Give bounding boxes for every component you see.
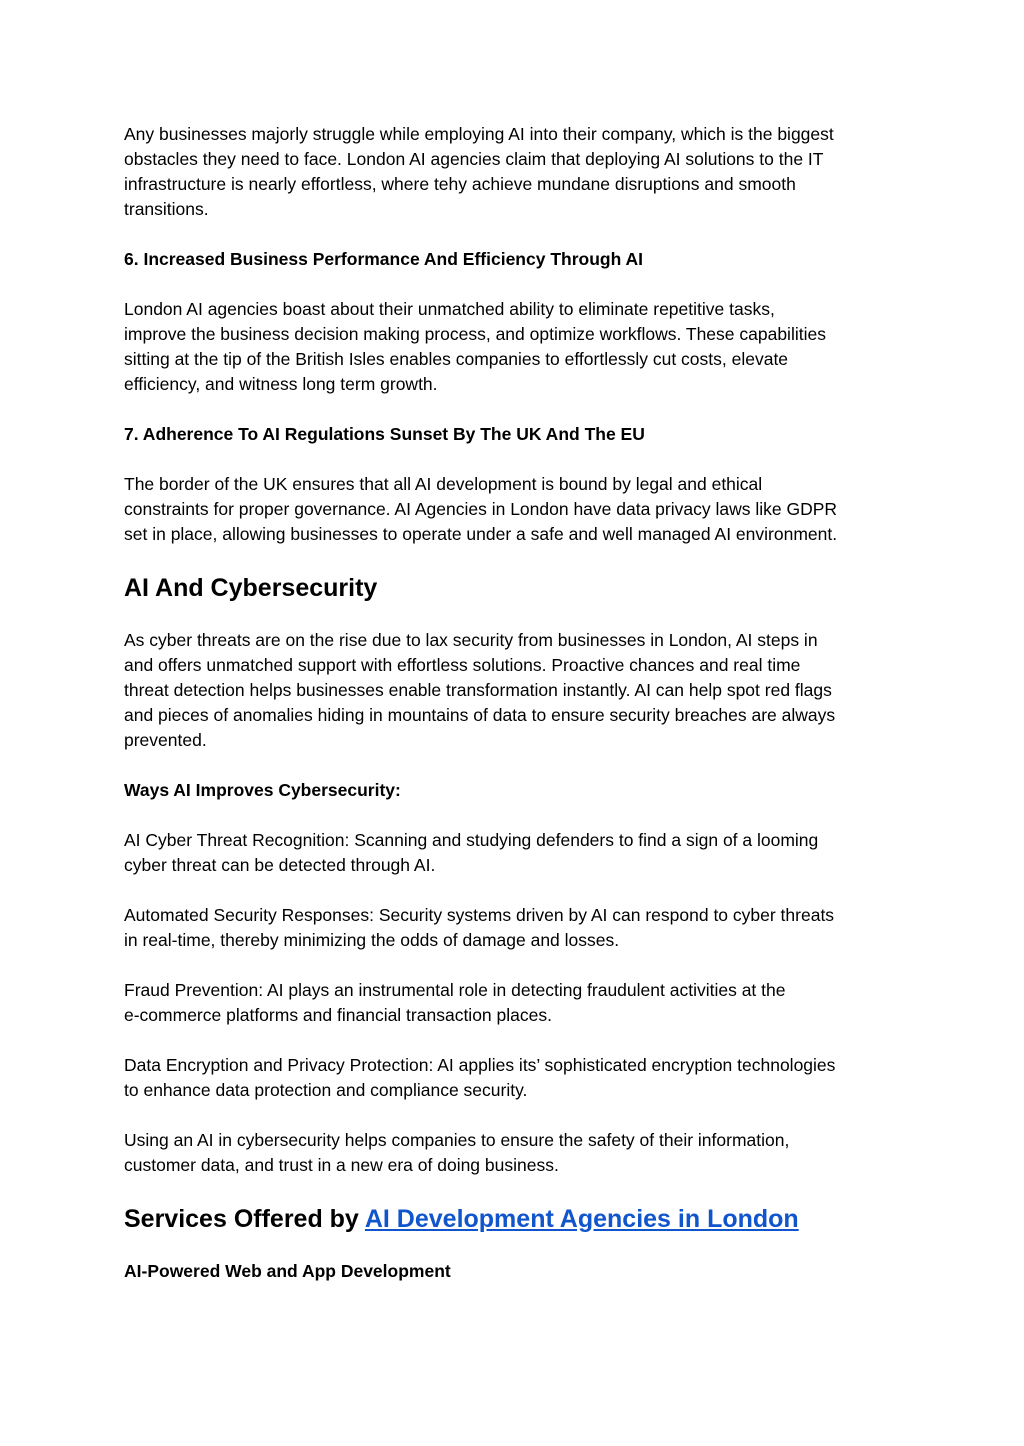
text-line: Using an AI in cybersecurity helps companies to ensure the safety of their information, [124,1130,790,1150]
cybersecurity-outro-paragraph [124,1128,904,1178]
services-subheading: AI-Powered Web and App Development [124,1261,451,1281]
text-line: threat detection helps businesses enable transformation instantly. AI can help spot red flags [124,680,832,700]
text-line: constraints for proper governance. AI Agencies in London have data privacy laws like GDPR [124,499,838,519]
text-line: and pieces of anomalies hiding in mountains of data to ensure security breaches are always [124,705,836,725]
section-7-paragraph [124,472,904,547]
text-line: improve the business decision making process, and optimize workflows. These capabilities [124,324,826,344]
text-line: prevented. [124,730,207,750]
text-line: London AI agencies boast about their unmatched ability to eliminate repetitive tasks, [124,299,775,319]
text-line: obstacles they need to face. London AI agencies claim that deploying AI solutions to the IT [124,149,824,169]
document-page [124,122,904,1309]
way-fraud-prevention [124,978,904,1028]
text-line: in real-time, thereby minimizing the odds of damage and losses. [124,930,620,950]
section-7-heading: 7. Adherence To AI Regulations Sunset By The UK And The EU [124,424,645,444]
text-line: As cyber threats are on the rise due to lax security from businesses in London, AI steps in [124,630,818,650]
services-heading-prefix: Services Offered by [124,1205,365,1233]
text-line: transitions. [124,199,209,219]
text-line: Automated Security Responses: Security systems driven by AI can respond to cyber threats [124,905,835,925]
way-threat-recognition [124,828,904,878]
way-data-encryption [124,1053,904,1103]
text-line: and offers unmatched support with effortless solutions. Proactive chances and real time [124,655,801,675]
ai-agencies-london-link[interactable]: AI Development Agencies in London [364,1205,799,1233]
text-line: Data Encryption and Privacy Protection: AI applies its’ sophisticated encryption technologies [124,1055,836,1075]
text-line: e-commerce platforms and financial transaction places. [124,1005,552,1025]
services-heading [124,1203,904,1235]
text-line: to enhance data protection and compliance security. [124,1080,528,1100]
text-line: infrastructure is nearly effortless, where tehy achieve mundane disruptions and smooth [124,174,796,194]
section-6-paragraph [124,297,904,397]
text-line: sitting at the tip of the British Isles enables companies to effortlessly cut costs, elevate [124,349,789,369]
text-line: efficiency, and witness long term growth. [124,374,438,394]
text-line: set in place, allowing businesses to operate under a safe and well managed AI environment. [124,524,838,544]
text-line: customer data, and trust in a new era of doing business. [124,1155,559,1175]
intro-paragraph [124,122,904,222]
ways-heading: Ways AI Improves Cybersecurity: [124,780,401,800]
cybersecurity-intro-paragraph [124,628,904,753]
text-line: The border of the UK ensures that all AI development is bound by legal and ethical [124,474,763,494]
way-automated-responses [124,903,904,953]
section-6-heading: 6. Increased Business Performance And Efficiency Through AI [124,249,643,269]
text-line: Fraud Prevention: AI plays an instrumental role in detecting fraudulent activities at the [124,980,786,1000]
text-line: cyber threat can be detected through AI. [124,855,436,875]
text-line: Any businesses majorly struggle while employing AI into their company, which is the biggest [124,124,834,144]
text-line: AI Cyber Threat Recognition: Scanning and studying defenders to find a sign of a looming [124,830,819,850]
cybersecurity-heading: AI And Cybersecurity [124,574,378,602]
